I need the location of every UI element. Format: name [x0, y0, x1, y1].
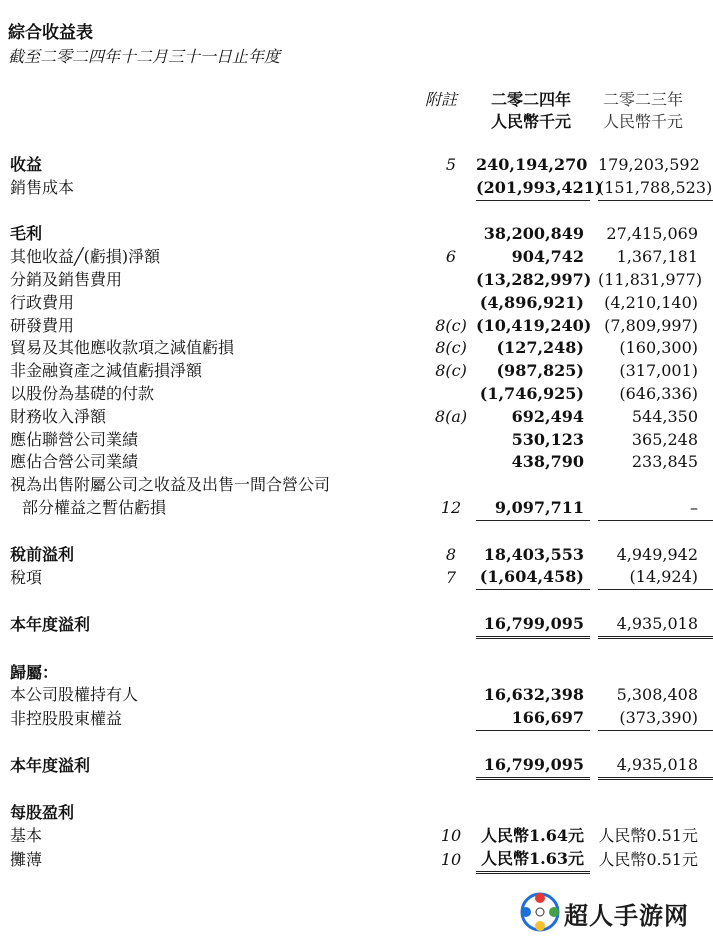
row-note: [426, 177, 476, 200]
row-label: 應佔合營公司業績: [10, 452, 139, 472]
row-note: [426, 223, 476, 246]
column-unit-2023: 人民幣千元: [602, 112, 683, 131]
row-label: 非控股股東權益: [10, 708, 123, 728]
value-2024: 904,742: [511, 247, 584, 267]
value-2024: [476, 802, 590, 825]
row-note: 10: [440, 826, 462, 846]
value-2024: [476, 474, 590, 497]
row-note: [426, 802, 476, 825]
column-year-2023: 二零二三年: [602, 90, 683, 109]
value-2023: 233,845: [631, 452, 698, 472]
row-note: 7: [445, 567, 457, 587]
value-2024: [476, 662, 590, 685]
row-receivables-impairment: [0, 337, 713, 360]
value-2024: (10,419,240): [476, 315, 592, 335]
row-non-controlling-interests: [0, 707, 713, 730]
gamepad-logo-icon: [518, 890, 562, 934]
value-2024: 692,494: [511, 406, 584, 426]
value-2023: 27,415,069: [606, 224, 698, 244]
row-taxation: [0, 566, 713, 589]
row-label: 研發費用: [10, 315, 75, 335]
row-note: [426, 613, 476, 637]
value-2024: (13,282,997): [476, 269, 592, 289]
row-note: [426, 292, 476, 315]
value-2023: (4,210,140): [604, 292, 698, 312]
column-unit-2024: 人民幣千元: [490, 112, 571, 131]
row-label: 銷售成本: [10, 178, 75, 198]
row-label: 視為出售附屬公司之收益及出售一間合營公司: [10, 475, 331, 495]
value-2023: (317,001): [619, 361, 698, 381]
row-deemed-disposal-line1: [0, 474, 713, 497]
row-eps-diluted: [0, 848, 713, 872]
value-2023: 4,949,942: [616, 544, 698, 564]
value-2024: 16,799,095: [476, 613, 590, 637]
column-header-2024: [476, 89, 586, 133]
row-label: 稅項: [10, 567, 43, 587]
value-2024: (201,993,421): [476, 177, 590, 200]
row-deemed-disposal-line2: [0, 497, 713, 520]
row-note: [426, 383, 476, 406]
row-note: 8: [445, 544, 457, 564]
statement-title: 綜合收益表: [8, 23, 93, 43]
value-2023: [598, 474, 713, 497]
row-note: 8(c): [435, 338, 467, 358]
value-2023: 5,308,408: [616, 685, 698, 705]
row-share-based-payments: [0, 383, 713, 406]
row-label: 毛利: [10, 224, 43, 244]
income-statement-table: [0, 154, 713, 874]
row-profit-for-year-total: [0, 754, 713, 778]
row-note: [426, 451, 476, 474]
value-2024: 530,123: [511, 429, 584, 449]
row-note: [426, 754, 476, 778]
column-year-2024: 二零二四年: [490, 90, 571, 109]
row-label: 財務收入淨額: [10, 406, 107, 426]
row-note: [426, 269, 476, 292]
row-note: [426, 707, 476, 730]
value-2023: (646,336): [619, 383, 698, 403]
row-note: 6: [445, 247, 457, 267]
value-2023: 人民幣0.51元: [598, 850, 698, 870]
row-revenue: [0, 154, 713, 177]
row-note: 8(c): [435, 361, 467, 381]
value-2023: 179,203,592: [598, 155, 700, 174]
row-label: 以股份為基礎的付款: [10, 383, 155, 403]
row-finance-income: [0, 406, 713, 429]
watermark-text: 超人手游网: [564, 902, 689, 930]
value-2023: –: [598, 497, 713, 520]
row-share-of-associates: [0, 429, 713, 452]
row-label: 應佔聯營公司業績: [10, 429, 139, 449]
value-2024: 166,697: [476, 707, 590, 730]
watermark-logo: [518, 890, 708, 934]
value-2023: [598, 662, 713, 685]
row-note: 10: [440, 850, 462, 870]
note-column-header: 附註: [424, 90, 457, 109]
row-profit-for-year: [0, 613, 713, 637]
row-eps-heading: [0, 802, 713, 825]
row-label: 分銷及銷售費用: [10, 269, 123, 289]
value-2023: (14,924): [598, 566, 713, 589]
row-note: [426, 662, 476, 685]
row-label: 每股盈利: [10, 803, 75, 823]
row-rnd-expenses: [0, 315, 713, 338]
value-2024: (4,896,921): [479, 292, 584, 312]
column-header-2023: [588, 89, 698, 133]
row-label: 基本: [10, 826, 43, 846]
row-label: 非金融資產之減值虧損淨額: [10, 361, 203, 381]
value-2023: 4,935,018: [598, 613, 713, 637]
row-label: 歸屬：: [10, 662, 59, 682]
value-2024: 16,799,095: [476, 754, 590, 778]
row-share-of-joint-ventures: [0, 451, 713, 474]
row-label: 稅前溢利: [10, 544, 75, 564]
row-admin-expenses: [0, 292, 713, 315]
row-note: 8(c): [435, 315, 467, 335]
row-note: [426, 684, 476, 707]
row-attributable-heading: [0, 662, 713, 685]
value-2024: 438,790: [511, 452, 584, 472]
row-label: 其他收益╱(虧損)淨額: [10, 247, 161, 267]
value-2024: 38,200,849: [483, 224, 584, 244]
value-2023: (373,390): [598, 707, 713, 730]
value-2024: (987,825): [496, 361, 584, 381]
row-label: 本年度溢利: [10, 615, 91, 635]
row-label: 貿易及其他應收款項之減值虧損: [10, 338, 235, 358]
row-profit-before-tax: [0, 544, 713, 567]
value-2023: 人民幣0.51元: [598, 826, 698, 846]
row-distribution-expenses: [0, 269, 713, 292]
row-note: 8(a): [434, 406, 468, 426]
row-note: 5: [445, 155, 457, 174]
value-2024: 人民幣1.63元: [476, 848, 590, 872]
value-2023: (11,831,977): [598, 269, 703, 289]
value-2024: 人民幣1.64元: [481, 826, 584, 846]
row-other-gains: [0, 246, 713, 269]
value-2024: (127,248): [496, 338, 584, 358]
value-2023: (7,809,997): [604, 315, 698, 335]
row-label: 收益: [10, 155, 43, 174]
row-note: [426, 474, 476, 497]
row-nonfinancial-impairment: [0, 360, 713, 383]
row-label: 本年度溢利: [10, 756, 91, 776]
row-equity-holders: [0, 684, 713, 707]
row-gross-profit: [0, 223, 713, 246]
value-2024: (1,604,458): [476, 566, 590, 589]
value-2023: [598, 802, 713, 825]
row-label: 本公司股權持有人: [10, 685, 139, 705]
row-eps-basic: [0, 825, 713, 848]
value-2023: (151,788,523): [598, 177, 713, 200]
value-2024: 240,194,270: [476, 155, 588, 174]
value-2024: 9,097,711: [476, 497, 590, 520]
value-2024: (1,746,925): [479, 383, 584, 403]
value-2023: (160,300): [619, 338, 698, 358]
value-2023: 1,367,181: [616, 247, 698, 267]
value-2023: 4,935,018: [598, 754, 713, 778]
value-2023: 365,248: [631, 429, 698, 449]
row-note: 12: [440, 498, 462, 518]
row-label: 行政費用: [10, 292, 75, 312]
row-label: 攤薄: [10, 850, 43, 870]
row-note: [426, 429, 476, 452]
value-2023: 544,350: [631, 406, 698, 426]
row-cost-of-sales: [0, 177, 713, 200]
value-2024: 18,403,553: [483, 544, 584, 564]
row-label: 部分權益之暫估虧損: [22, 498, 167, 518]
statement-subtitle: 截至二零二四年十二月三十一日止年度: [8, 47, 281, 66]
value-2024: 16,632,398: [483, 685, 584, 705]
